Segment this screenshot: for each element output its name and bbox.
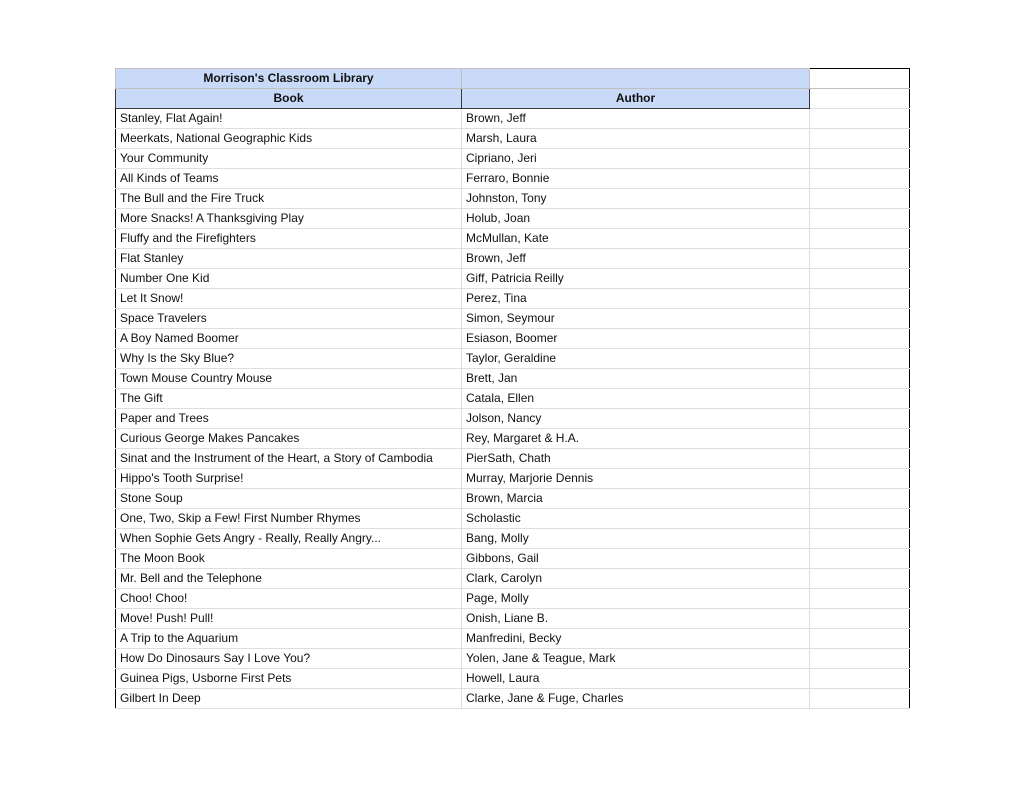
empty-cell[interactable] [810,309,910,329]
book-cell[interactable]: Paper and Trees [116,409,462,429]
book-cell[interactable]: Space Travelers [116,309,462,329]
book-cell[interactable]: Choo! Choo! [116,589,462,609]
empty-cell[interactable] [810,369,910,389]
table-row [116,249,910,269]
book-cell[interactable]: Flat Stanley [116,249,462,269]
title-extra-cell[interactable] [810,69,910,89]
book-cell[interactable]: A Boy Named Boomer [116,329,462,349]
table-row [116,209,910,229]
book-cell[interactable]: The Moon Book [116,549,462,569]
book-cell[interactable]: Why Is the Sky Blue? [116,349,462,369]
empty-cell[interactable] [810,109,910,129]
author-cell[interactable]: Scholastic [462,509,810,529]
author-cell[interactable]: Simon, Seymour [462,309,810,329]
book-cell[interactable]: The Gift [116,389,462,409]
table-row [116,149,910,169]
column-header-extra[interactable] [810,89,910,109]
book-cell[interactable]: Sinat and the Instrument of the Heart, a Story of Cambodia [116,449,462,469]
empty-cell[interactable] [810,289,910,309]
book-cell[interactable]: Your Community [116,149,462,169]
empty-cell[interactable] [810,169,910,189]
author-cell[interactable]: Brett, Jan [462,369,810,389]
author-cell[interactable]: Brown, Marcia [462,489,810,509]
author-cell[interactable]: Perez, Tina [462,289,810,309]
table-row [116,229,910,249]
table-row [116,649,910,669]
book-cell[interactable]: How Do Dinosaurs Say I Love You? [116,649,462,669]
empty-cell[interactable] [810,629,910,649]
book-cell[interactable]: Move! Push! Pull! [116,609,462,629]
empty-cell[interactable] [810,489,910,509]
table-row [116,409,910,429]
author-cell[interactable]: Giff, Patricia Reilly [462,269,810,289]
empty-cell[interactable] [810,429,910,449]
book-cell[interactable]: All Kinds of Teams [116,169,462,189]
table-row [116,569,910,589]
empty-cell[interactable] [810,349,910,369]
author-cell[interactable]: Esiason, Boomer [462,329,810,349]
author-cell[interactable]: Brown, Jeff [462,109,810,129]
table-row [116,689,910,709]
table-row [116,429,910,449]
table-body [116,109,910,709]
table-row [116,469,910,489]
table-row [116,669,910,689]
table-row [116,189,910,209]
empty-cell[interactable] [810,409,910,429]
empty-cell[interactable] [810,329,910,349]
table-row [116,489,910,509]
table-row [116,589,910,609]
empty-cell[interactable] [810,229,910,249]
empty-cell[interactable] [810,669,910,689]
table-row [116,609,910,629]
book-cell[interactable]: Let It Snow! [116,289,462,309]
book-cell[interactable]: A Trip to the Aquarium [116,629,462,649]
column-header-book[interactable]: Book [116,89,462,109]
author-cell[interactable]: McMullan, Kate [462,229,810,249]
author-cell[interactable]: Taylor, Geraldine [462,349,810,369]
book-cell[interactable]: One, Two, Skip a Few! First Number Rhymes [116,509,462,529]
author-cell[interactable]: Murray, Marjorie Dennis [462,469,810,489]
table-row [116,309,910,329]
empty-cell[interactable] [810,649,910,669]
book-cell[interactable]: Curious George Makes Pancakes [116,429,462,449]
library-table [115,68,910,709]
table-row [116,329,910,349]
table-row [116,129,910,149]
book-cell[interactable]: Mr. Bell and the Telephone [116,569,462,589]
author-cell[interactable]: Catala, Ellen [462,389,810,409]
book-cell[interactable]: Town Mouse Country Mouse [116,369,462,389]
library-spreadsheet [115,68,909,722]
table-row [116,349,910,369]
author-cell[interactable]: Manfredini, Becky [462,629,810,649]
author-cell[interactable]: Cipriano, Jeri [462,149,810,169]
author-cell[interactable]: Jolson, Nancy [462,409,810,429]
book-cell[interactable]: More Snacks! A Thanksgiving Play [116,209,462,229]
empty-cell[interactable] [810,549,910,569]
author-cell[interactable]: Marsh, Laura [462,129,810,149]
author-cell[interactable]: Clarke, Jane & Fuge, Charles [462,689,810,709]
book-cell[interactable]: Stone Soup [116,489,462,509]
table-row [116,629,910,649]
empty-cell[interactable] [810,589,910,609]
empty-cell[interactable] [810,449,910,469]
column-header-author[interactable]: Author [462,89,810,109]
author-cell[interactable]: Rey, Margaret & H.A. [462,429,810,449]
empty-cell[interactable] [810,609,910,629]
table-row [116,109,910,129]
table-row [116,529,910,549]
book-cell[interactable]: Gilbert In Deep [116,689,462,709]
table-row [116,369,910,389]
table-row [116,389,910,409]
book-cell[interactable]: Meerkats, National Geographic Kids [116,129,462,149]
author-cell[interactable]: Clark, Carolyn [462,569,810,589]
empty-cell[interactable] [810,189,910,209]
empty-cell[interactable] [810,689,910,709]
author-cell[interactable]: Ferraro, Bonnie [462,169,810,189]
table-row [116,289,910,309]
table-row [116,549,910,569]
table-row [116,509,910,529]
sheet-title[interactable]: Morrison's Classroom Library [116,69,462,89]
empty-cell[interactable] [810,569,910,589]
author-cell[interactable]: Brown, Jeff [462,249,810,269]
author-cell[interactable]: Onish, Liane B. [462,609,810,629]
book-cell[interactable]: Number One Kid [116,269,462,289]
author-cell[interactable]: Gibbons, Gail [462,549,810,569]
author-cell[interactable]: PierSath, Chath [462,449,810,469]
empty-cell[interactable] [810,209,910,229]
header-row [116,89,910,109]
empty-cell[interactable] [810,509,910,529]
author-cell[interactable]: Johnston, Tony [462,189,810,209]
table-row [116,169,910,189]
book-cell[interactable]: Fluffy and the Firefighters [116,229,462,249]
author-cell[interactable]: Yolen, Jane & Teague, Mark [462,649,810,669]
author-cell[interactable]: Holub, Joan [462,209,810,229]
author-cell[interactable]: Howell, Laura [462,669,810,689]
author-cell[interactable]: Page, Molly [462,589,810,609]
title-blank-cell[interactable] [462,69,810,89]
empty-cell[interactable] [810,249,910,269]
book-cell[interactable]: When Sophie Gets Angry - Really, Really Angry... [116,529,462,549]
empty-cell[interactable] [810,149,910,169]
author-cell[interactable]: Bang, Molly [462,529,810,549]
empty-cell[interactable] [810,469,910,489]
book-cell[interactable]: Guinea Pigs, Usborne First Pets [116,669,462,689]
book-cell[interactable]: Stanley, Flat Again! [116,109,462,129]
empty-cell[interactable] [810,529,910,549]
empty-cell[interactable] [810,269,910,289]
empty-cell[interactable] [810,129,910,149]
book-cell[interactable]: Hippo's Tooth Surprise! [116,469,462,489]
table-row [116,269,910,289]
table-row [116,449,910,469]
book-cell[interactable]: The Bull and the Fire Truck [116,189,462,209]
title-row [116,69,910,89]
empty-cell[interactable] [810,389,910,409]
